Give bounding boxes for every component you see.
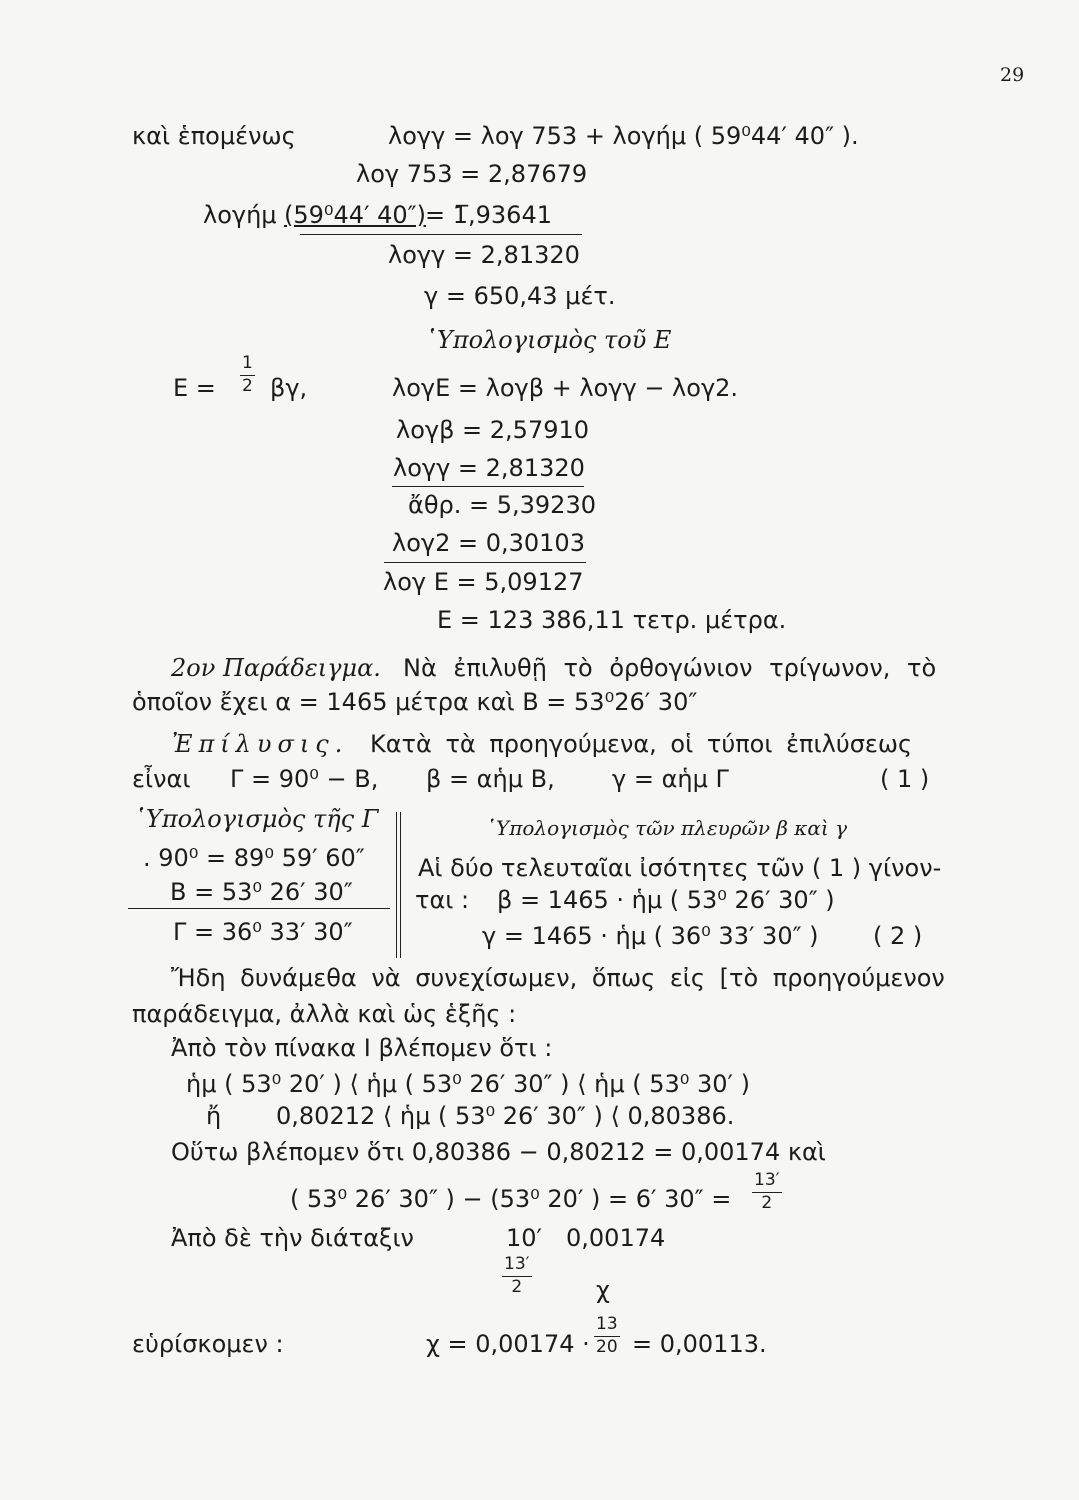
log-formula: λογΕ = λογβ + λογγ − λογ2. <box>392 374 739 402</box>
equation-tag: ( 2 ) <box>873 922 923 950</box>
fraction-denominator: 2 <box>511 1276 523 1297</box>
equation-line: ( 53⁰ 26′ 30″ ) − (53⁰ 20′ ) = 6′ 30″ = <box>290 1185 732 1213</box>
paragraph-line: Ἀπὸ δὲ τὴν διάταξιν <box>171 1224 414 1252</box>
equation-line: χ = 0,00174 · <box>426 1330 590 1358</box>
fraction-denominator: 20 <box>596 1336 618 1357</box>
inequality-word: ἤ <box>206 1102 222 1130</box>
paragraph-line: Κατὰ τὰ προηγούμενα, οἱ τύποι ἐπιλύσεως <box>370 730 913 758</box>
fraction-numerator: 13 <box>596 1314 618 1334</box>
paragraph-line: Ἤδη δυνάμεθα νὰ συνεχίσωμεν, ὅπως εἰς [τὸ προηγούμενον <box>171 964 945 992</box>
calc-line: λογ Ε = 5,09127 <box>383 568 584 596</box>
equation-line: λογήμ <box>203 201 277 229</box>
sum-rule <box>392 486 584 487</box>
paragraph-line: Οὕτω βλέπομεν ὅτι 0,80386 − 0,80212 = 0,00174 καὶ <box>171 1138 826 1166</box>
inequality-line: 0,80212 ⟨ ἡμ ( 53⁰ 26′ 30″ ) ⟨ 0,80386. <box>276 1102 735 1130</box>
equation-tag: ( 1 ) <box>880 765 930 793</box>
column-divider <box>396 812 397 958</box>
sides-line: β = 1465 · ἡμ ( 53⁰ 26′ 30″ ) <box>497 886 835 914</box>
formula-rhs: βγ, <box>270 374 308 402</box>
fraction <box>594 1316 620 1357</box>
solution-label: Ἐπίλυσις. <box>172 730 349 758</box>
section-heading: ῾Υπολογισμὸς τοῦ Ε <box>425 326 672 354</box>
equation-line: λογγ = 2,81320 <box>388 241 580 269</box>
intro-text: καὶ ἑπομένως <box>132 122 296 150</box>
paragraph-line: Ἀπὸ τὸν πίνακα Ι βλέπομεν ὅτι : <box>171 1034 553 1062</box>
fraction <box>502 1256 532 1297</box>
equation-line: (59⁰44′ 40″) <box>284 201 427 229</box>
equation-line: λογγ = λογ 753 + λογήμ ( 59⁰44′ 40″ ). <box>388 122 859 150</box>
equation-line: = 1̅,93641 <box>425 201 552 229</box>
paragraph-line: Νὰ ἐπιλυθῇ τὸ ὀρθογώνιον τρίγωνον, τὸ <box>403 654 937 682</box>
sides-heading: ῾Υπολογισμὸς τῶν πλευρῶν β καὶ γ <box>486 816 848 840</box>
paragraph-line: εὑρίσκομεν : <box>132 1330 284 1358</box>
calc-line: λογ2 = 0,30103 <box>392 529 585 557</box>
calc-line: λογβ = 2,57910 <box>396 416 590 444</box>
example-title: 2ον Παράδειγμα. <box>171 654 381 682</box>
calc-line: λογγ = 2,81320 <box>393 454 585 482</box>
column-divider <box>400 812 401 958</box>
proportion-value: 10′ <box>506 1224 542 1252</box>
proportion-value: χ <box>596 1276 610 1304</box>
sum-rule <box>128 908 390 909</box>
equation-line: λογ 753 = 2,87679 <box>356 160 588 188</box>
page-number: 29 <box>1000 64 1025 86</box>
gamma-heading: ῾Υπολογισμὸς τῆς Γ <box>134 805 379 833</box>
inequality-line: ἡμ ( 53⁰ 20′ ) ⟨ ἡμ ( 53⁰ 26′ 30″ ) ⟨ ἡμ ( 53⁰ 30′ ) <box>186 1070 750 1098</box>
paragraph-line: παράδειγμα, ἀλλὰ καὶ ὡς ἑξῆς : <box>132 1000 517 1028</box>
sides-line: Αἱ δύο τελευταῖαι ἰσότητες τῶν ( 1 ) γίνον- <box>418 854 942 882</box>
fraction-numerator: 1 <box>242 353 253 373</box>
sides-line: ται : <box>415 886 470 914</box>
sum-rule <box>300 234 582 235</box>
formula: β = αἡμ Β, <box>426 765 555 793</box>
formula: γ = αἡμ Γ <box>612 765 729 793</box>
formula-lhs: Ε = <box>173 374 216 402</box>
equation-line: γ = 650,43 μέτ. <box>424 282 616 310</box>
gamma-result: Γ = 36⁰ 33′ 30″ <box>173 918 353 946</box>
fraction-denominator: 2 <box>761 1192 773 1213</box>
equation-line: = 0,00113. <box>632 1330 767 1358</box>
calc-result: Ε = 123 386,11 τετρ. μέτρα. <box>437 606 787 634</box>
proportion-value: 0,00174 <box>566 1224 666 1252</box>
formula: Γ = 90⁰ − Β, <box>230 765 379 793</box>
gamma-line: . 90⁰ = 89⁰ 59′ 60″ <box>143 844 365 872</box>
fraction-denominator: 2 <box>242 375 253 396</box>
sides-line: γ = 1465 · ἡμ ( 36⁰ 33′ 30″ ) <box>482 922 819 950</box>
fraction <box>752 1172 782 1213</box>
sum-rule <box>384 562 586 563</box>
fraction-half <box>240 355 255 396</box>
fraction-numerator: 13′ <box>504 1254 530 1274</box>
fraction-numerator: 13′ <box>754 1170 780 1190</box>
paragraph-line: ὁποῖον ἔχει α = 1465 μέτρα καὶ Β = 53⁰26′ 30″ <box>132 688 698 716</box>
calc-line: ἄθρ. = 5,39230 <box>408 491 596 519</box>
paragraph-line: εἶναι <box>132 765 191 793</box>
gamma-line: Β = 53⁰ 26′ 30″ <box>170 878 353 906</box>
